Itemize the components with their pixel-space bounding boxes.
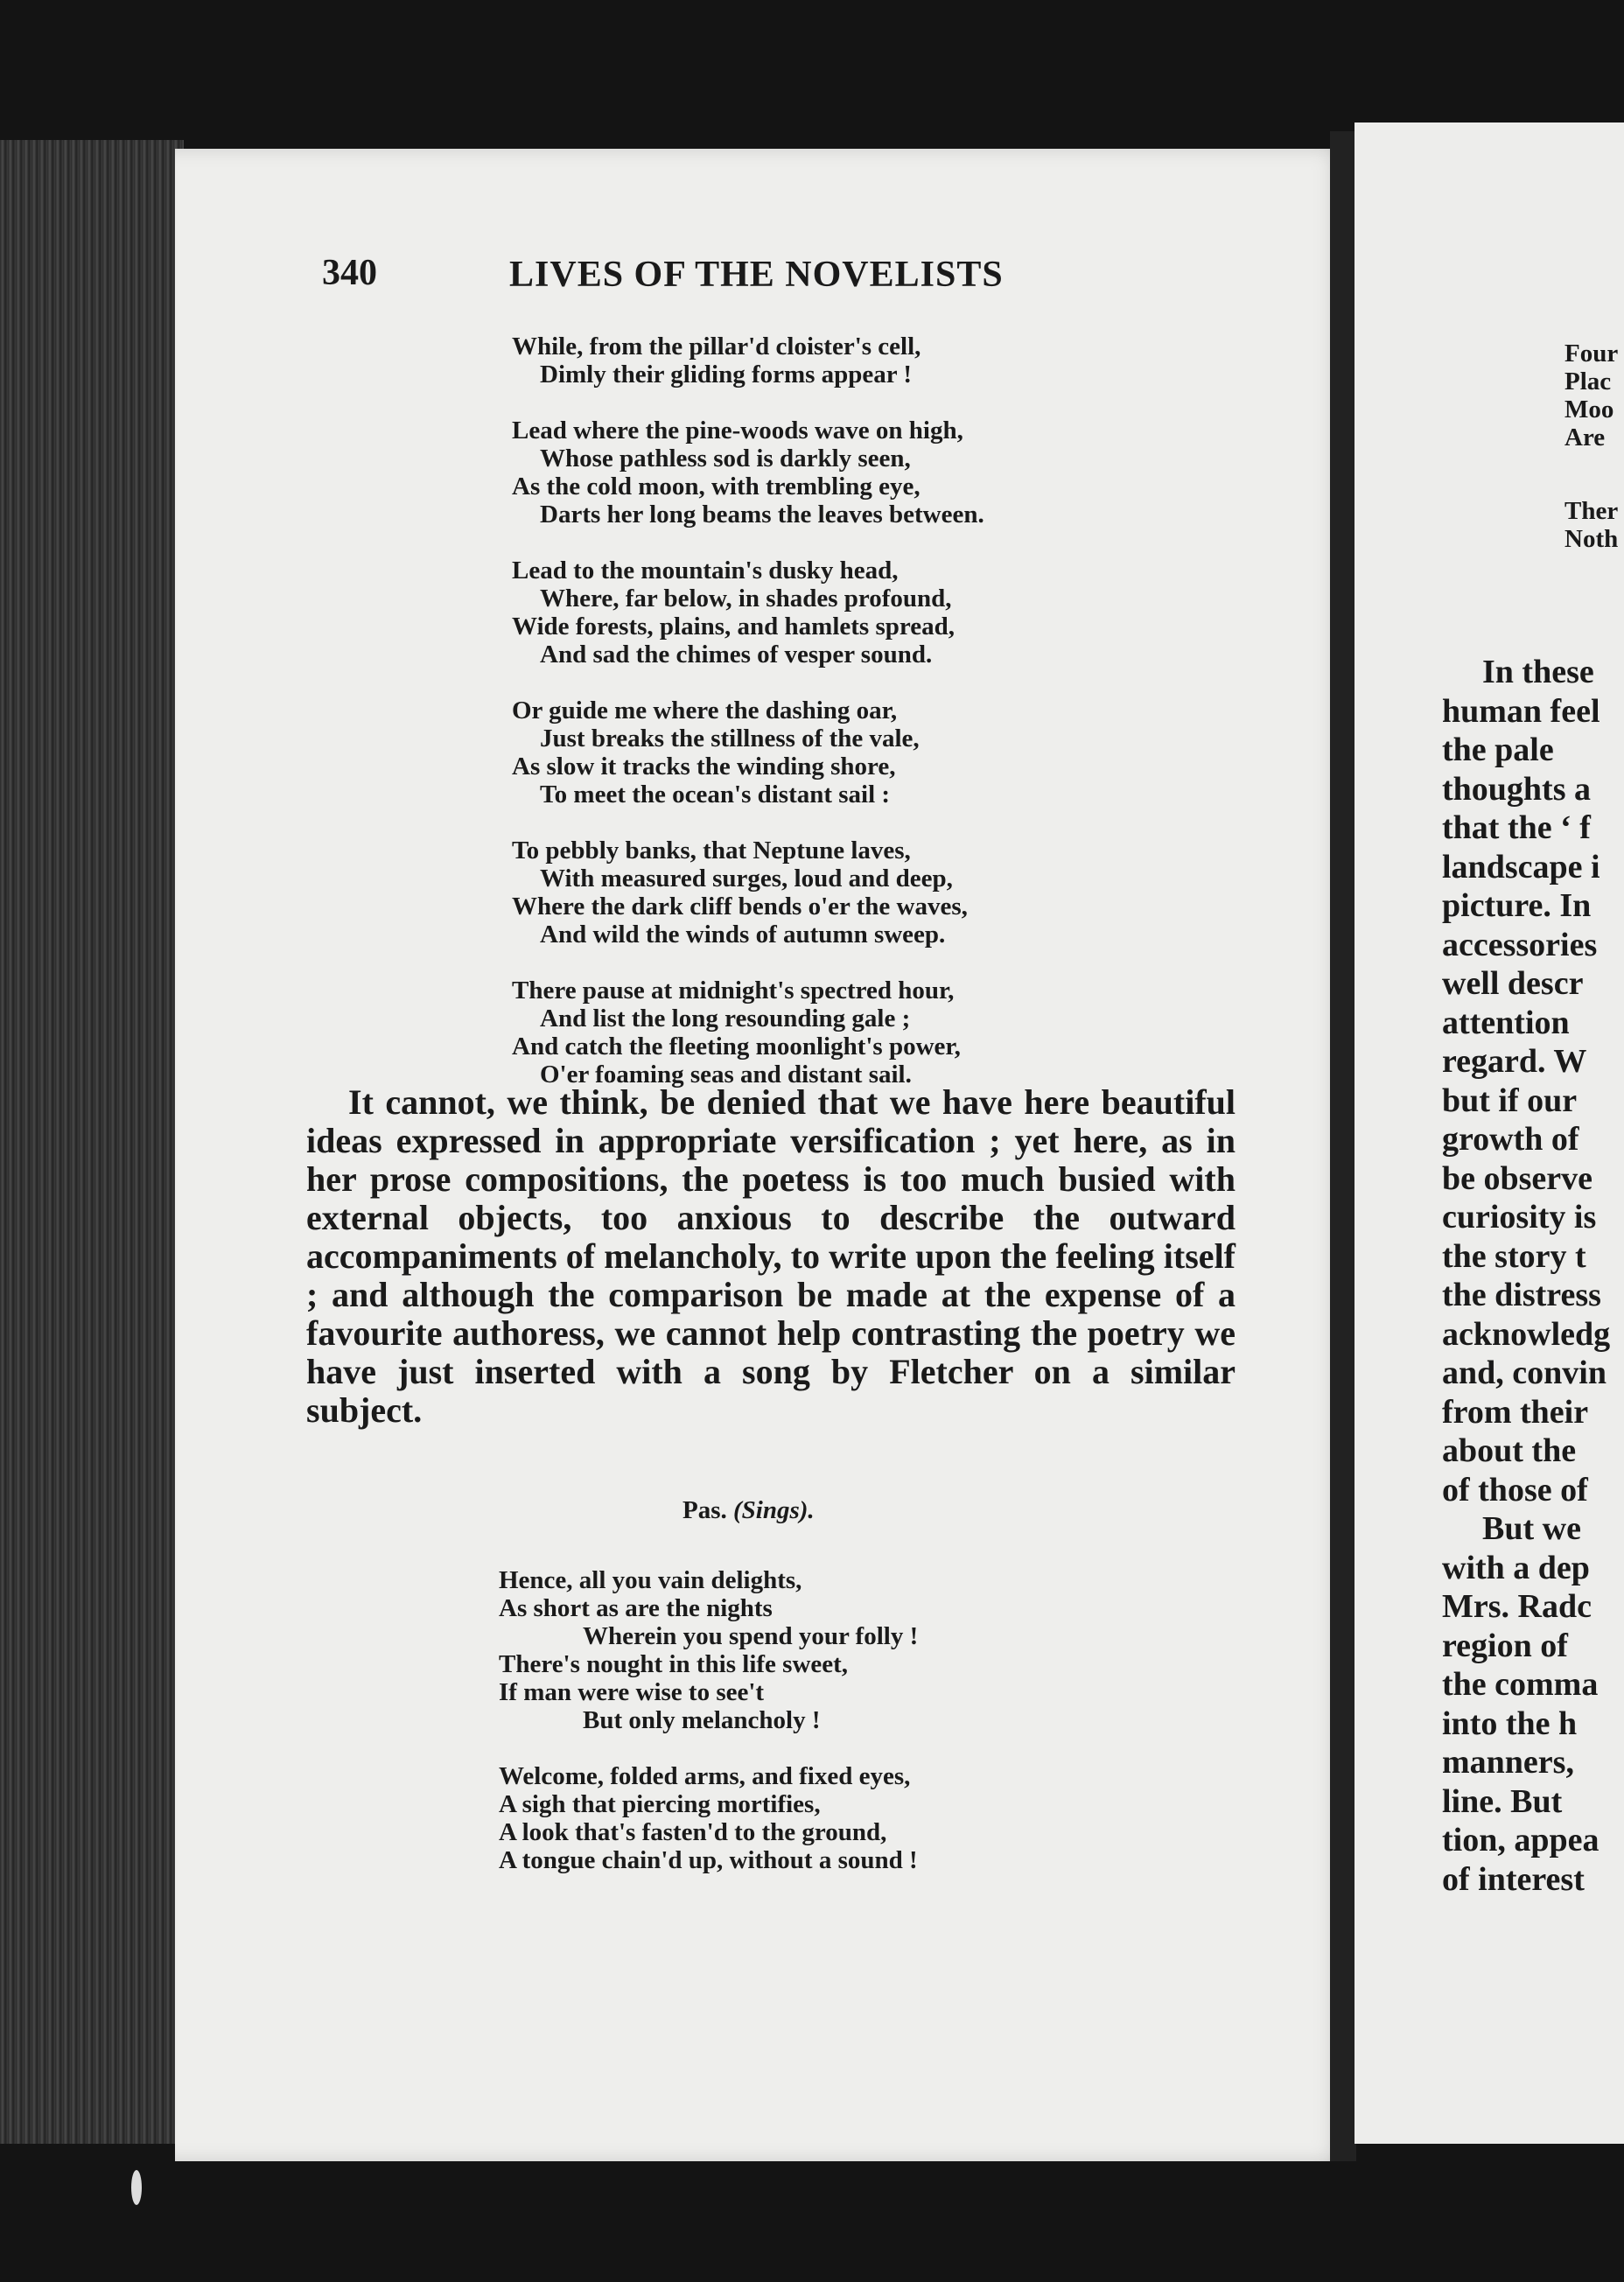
poem [512,332,984,1088]
poem-line: Lead where the pine-woods wave on high, [512,416,963,444]
book-page-edges [0,140,184,2144]
poem-line: As slow it tracks the winding shore, [512,752,896,780]
song [499,1566,918,1874]
poem-line: While, from the pillar'd cloister's cell, [512,332,921,360]
facing-poem-line: Ther [1564,497,1619,525]
facing-prose-line: landscape i [1442,848,1600,886]
facing-prose-line: about the [1442,1432,1577,1469]
facing-prose-line: growth of [1442,1121,1579,1158]
running-title: LIVES OF THE NOVELISTS [509,255,1004,295]
facing-prose-line: but if our [1442,1082,1578,1119]
poem-line: O'er foaming seas and distant sail. [540,1060,912,1088]
scan-speck [131,2170,142,2205]
poem-line: To pebbly banks, that Neptune laves, [512,836,911,864]
facing-prose [1442,653,1624,1899]
facing-poem-line: Are [1564,424,1606,452]
facing-prose-line: Mrs. Radc [1442,1588,1592,1625]
poem-line: Lead to the mountain's dusky head, [512,556,899,584]
facing-poem-line: Moo [1564,396,1614,424]
song-direction: (Sings). [733,1496,815,1524]
poem-stanza [512,976,984,1088]
facing-prose-line: the story t [1442,1237,1586,1275]
song-line: There's nought in this life sweet, [499,1650,849,1678]
facing-prose-line: curiosity is [1442,1199,1597,1236]
poem-line: Dimly their gliding forms appear ! [540,360,913,388]
facing-prose-line: regard. W [1442,1043,1587,1080]
facing-prose-line: acknowledg [1442,1315,1611,1353]
poem-line: Wide forests, plains, and hamlets spread, [512,612,955,640]
song-line: A tongue chain'd up, without a sound ! [499,1846,918,1874]
facing-prose-line: region of [1442,1627,1568,1664]
facing-prose-line: the distress [1442,1277,1601,1313]
facing-prose-line: In these [1482,654,1594,690]
poem-stanza [512,696,984,808]
facing-prose-line: line. But [1442,1782,1563,1820]
facing-prose-line: of interest [1442,1860,1585,1898]
facing-poem-line: Noth [1564,525,1619,553]
facing-prose-line: well descr [1442,965,1584,1002]
poem-line: Where the dark cliff bends o'er the waves, [512,892,968,920]
facing-prose-line: attention [1442,1004,1570,1041]
facing-prose-line: with a dep [1442,1549,1590,1586]
facing-poem-line: Plac [1564,368,1612,396]
song-stanza [499,1762,918,1874]
facing-prose-line: be observe [1442,1159,1593,1197]
poem-line: As the cold moon, with trembling eye, [512,472,920,500]
facing-prose-line: But we [1482,1510,1581,1547]
poem-line: There pause at midnight's spectred hour, [512,976,955,1004]
facing-prose-line: from their [1442,1393,1589,1431]
song-line: Wherein you spend your folly ! [583,1622,919,1650]
facing-prose-line: that the ‘ f [1442,809,1591,846]
facing-prose-line: picture. In [1442,887,1592,924]
prose-paragraph [306,1083,1236,1430]
facing-prose-line: and, convin [1442,1354,1606,1391]
poem-line: And catch the fleeting moonlight's power, [512,1032,961,1060]
poem-line: And list the long resounding gale ; [540,1004,911,1032]
song-line: As short as are the nights [499,1594,773,1622]
song-speaker: Pas. [682,1496,727,1524]
song-line: But only melancholy ! [583,1706,821,1734]
poem-line: To meet the ocean's distant sail : [540,780,891,808]
poem-line: And sad the chimes of vesper sound. [540,640,933,668]
poem-stanza [512,836,984,948]
poem-line: Or guide me where the dashing oar, [512,696,898,724]
poem-line: With measured surges, loud and deep, [540,864,953,892]
facing-prose-line: the pale [1442,732,1554,768]
page-number: 340 [322,253,377,293]
song-heading [682,1496,815,1525]
facing-prose-line: tion, appea [1442,1822,1600,1858]
facing-prose-line: accessories [1442,926,1598,963]
song-stanza [499,1566,918,1734]
song-line: A look that's fasten'd to the ground, [499,1818,887,1846]
song-line: Hence, all you vain delights, [499,1566,802,1594]
song-line: Welcome, folded arms, and fixed eyes, [499,1762,911,1790]
facing-prose-line: the comma [1442,1666,1599,1703]
poem-line: Whose pathless sod is darkly seen, [540,444,911,472]
poem-line: Just breaks the stillness of the vale, [540,724,920,752]
poem-line: And wild the winds of autumn sweep. [540,920,946,948]
song-line: A sigh that piercing mortifies, [499,1790,821,1818]
running-head [0,252,1624,304]
poem-line: Darts her long beams the leaves between. [540,500,984,528]
song-line: If man were wise to see't [499,1678,765,1706]
facing-prose-line: thoughts a [1442,770,1591,808]
poem-stanza [512,416,984,528]
poem-stanza [512,332,984,388]
facing-prose-line: human feel [1442,692,1600,730]
facing-poem-line: Four [1564,340,1619,368]
prose-text: It cannot, we think, be denied that we have here beautiful ideas expressed in appropriate versification ; yet here, as in her prose compositions, the poetess is too much busied with external objects, too anxious to describe the outward accompaniments of melancholy, to write upon the feeling itself ; and although the comparison be made at the expense of a favourite authoress, we cannot help contrasting the poetry we have just inserted with a song by Fletcher on a similar subject. [306,1082,1236,1430]
facing-prose-line: into the h [1442,1704,1578,1742]
poem-stanza [512,556,984,668]
poem-line: Where, far below, in shades profound, [540,584,952,612]
facing-prose-line: manners, [1442,1744,1574,1781]
book-gutter [1330,131,1356,2161]
facing-prose-line: of those of [1442,1471,1588,1508]
facing-poem [1564,340,1624,553]
